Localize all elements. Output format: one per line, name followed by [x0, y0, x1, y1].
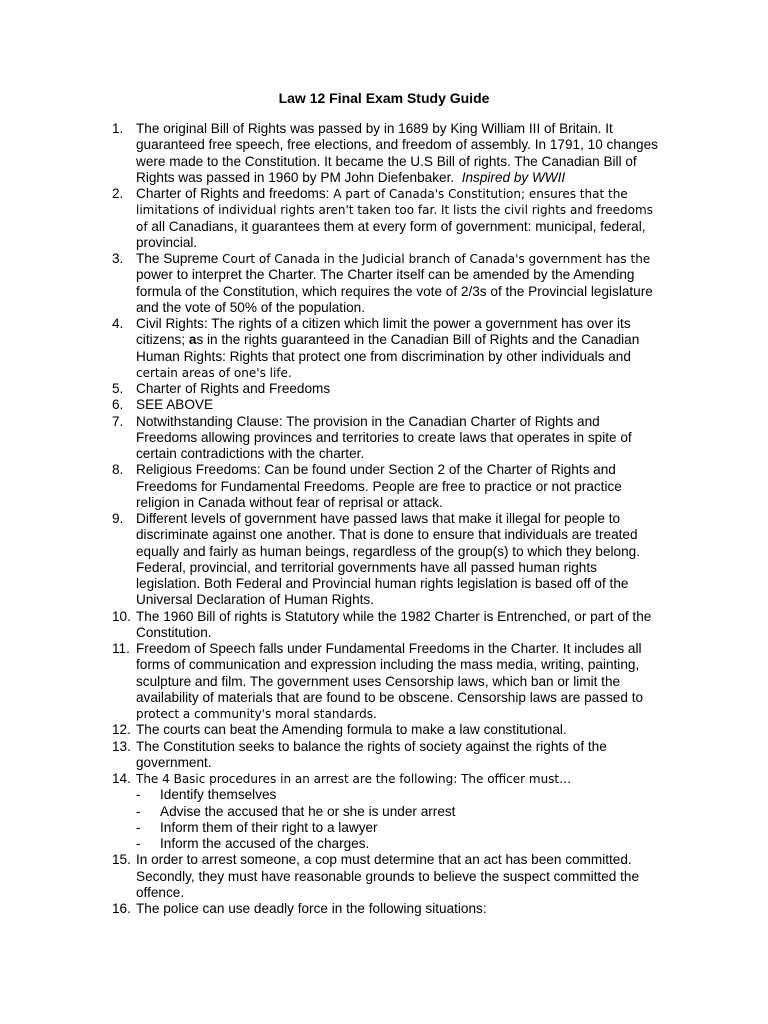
sub-item-text: Inform them of their right to a lawyer	[160, 819, 378, 835]
item-number: 9.	[112, 511, 124, 526]
item-text-part: power to interpret the Charter. The Charter itself can be amended by the Amending formula of the Constitution, which requires the vote of 2/3s of the Provincial legislature and the vote of 50% of the population.	[136, 267, 653, 315]
item-text: The police can use deadly force in the following situations:	[136, 901, 487, 916]
item-number: 1.	[112, 121, 124, 136]
document-title: Law 12 Final Exam Study Guide	[278, 90, 490, 106]
item-text-part: The original Bill of Rights was passed by in 1689 by King William III of Britain. It guaranteed free speech, free elections, and freedom of assembly. In 1791, 10 changes were made to the Constitution. It became the U.S Bill of rights. The Canadian Bill of Rights was passed in 1960 by PM John Diefenbaker.	[136, 121, 658, 185]
item-text-part: The 4 Basic procedures in an arrest are the following: The officer must…	[136, 772, 572, 786]
list-item	[112, 901, 660, 917]
dash-bullet: -	[136, 787, 141, 803]
item-text: In order to arrest someone, a cop must determine that an act has been committed. Secondly, they must have reasonable grounds to believe the suspect committed the offence.	[136, 852, 640, 900]
dash-bullet: -	[136, 836, 141, 851]
item-number: 8.	[112, 462, 124, 478]
item-number: 2.	[112, 186, 124, 201]
sub-list-item	[136, 836, 660, 852]
item-text-part: certain areas of one's life.	[136, 365, 292, 380]
item-number: 16.	[112, 901, 131, 916]
item-text-part: all Canadians, it guarantees them at every form of government: municipal, federal, provincial.	[136, 218, 646, 250]
list-item	[112, 609, 660, 642]
sub-list-item	[136, 820, 660, 836]
list-item	[112, 739, 660, 772]
item-number: 5.	[112, 381, 124, 396]
list-item	[112, 381, 660, 397]
item-text-part: Charter of Rights and freedoms:	[136, 186, 330, 201]
item-text-bold: a	[188, 332, 197, 348]
item-text-part: s in the rights guaranteed in the Canadian Bill of Rights and the Canadian Human Rights: Rights that protect one from discrimination by other individuals and	[136, 332, 640, 364]
sub-item-text: Advise the accused that he or she is under arrest	[160, 803, 456, 819]
item-text-italic: Inspired by WWII	[461, 169, 566, 185]
item-number: 3.	[112, 251, 124, 266]
item-text	[136, 771, 660, 852]
item-number: 6.	[112, 397, 124, 413]
item-text-part: The Supreme	[136, 251, 219, 266]
item-text-part: protect a community's moral standards.	[136, 707, 377, 721]
list-item	[112, 722, 660, 738]
item-text: The 1960 Bill of rights is Statutory while the 1982 Charter is Entrenched, or part of the Constitution.	[136, 608, 652, 640]
list-item	[112, 414, 660, 463]
list-item	[112, 641, 660, 722]
list-item	[112, 397, 660, 413]
list-item	[112, 462, 660, 511]
item-text-part: Civil Rights: The rights of a citizen which limit the power a government has over its citizens;	[136, 316, 631, 348]
sub-item-text: Identify themselves	[160, 787, 277, 803]
item-text-part: A part of Canada's Constitution; ensures that the limitations of individual rights aren't taken too far. It lists the civil rights and freedoms of	[136, 187, 653, 234]
item-text	[136, 641, 660, 722]
list-item	[112, 186, 660, 251]
item-number: 7.	[112, 413, 124, 429]
list-item	[112, 251, 660, 316]
item-text	[136, 186, 660, 251]
item-text	[136, 251, 660, 316]
list-item	[112, 121, 660, 186]
item-number: 11.	[112, 641, 130, 656]
item-text: Different levels of government have passed laws that make it illegal for people to discriminate against one another. That is done to ensure that individuals are treated equally and fairly as human beings, regardless of the group(s) to which they belong. Federal, provincial, and territorial governments have all passed human rights legislation. Both Federal and Provincial human rights legislation is based off of the Universal Declaration of Human Rights.	[136, 511, 641, 608]
item-number: 15.	[112, 852, 131, 868]
dash-bullet: -	[136, 819, 141, 835]
item-text	[136, 121, 660, 186]
item-number: 10.	[112, 608, 131, 624]
list-item	[112, 852, 660, 901]
list-item	[112, 316, 660, 381]
item-number: 13.	[112, 738, 131, 754]
item-text: The courts can beat the Amending formula to make a law constitutional.	[136, 722, 567, 738]
list-item	[112, 511, 660, 609]
item-number: 14.	[112, 771, 131, 786]
study-guide-list	[112, 121, 660, 917]
list-item	[112, 771, 660, 852]
sub-list-item	[136, 804, 660, 820]
item-text: Charter of Rights and Freedoms	[136, 381, 331, 396]
item-text: Religious Freedoms: Can be found under Section 2 of the Charter of Rights and Freedoms for Fundamental Freedoms. People are free to practice or not practice religion in Canada without fear of reprisal or attack.	[136, 462, 622, 510]
item-text-part: Court of Canada in the Judicial branch of Canada's government has the	[222, 252, 651, 266]
item-number: 4.	[112, 316, 124, 331]
item-text	[136, 316, 660, 381]
item-text: Notwithstanding Clause: The provision in the Canadian Charter of Rights and Freedoms allowing provinces and territories to create laws that operates in spite of certain contradictions with the charter.	[136, 413, 632, 461]
sub-list-item	[136, 787, 660, 803]
dash-bullet: -	[136, 803, 141, 819]
item-number: 12.	[112, 722, 131, 738]
item-text: The Constitution seeks to balance the rights of society against the rights of the government.	[136, 738, 607, 770]
item-text: SEE ABOVE	[136, 397, 214, 413]
sub-item-text: Inform the accused of the charges.	[160, 836, 370, 851]
item-text-part: Freedom of Speech falls under Fundamental Freedoms in the Charter. It includes all forms of communication and expression including the mass media, writing, painting, sculpture and film. The government uses Censorship laws, which ban or limit the availability of materials that are found to be obscene. Censorship laws are passed to	[136, 641, 644, 705]
